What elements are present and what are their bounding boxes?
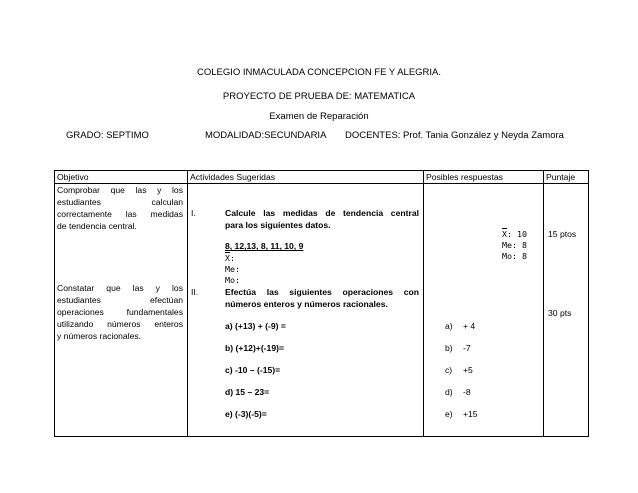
exam-table — [54, 170, 589, 437]
column-header-points: Puntaje — [544, 171, 589, 184]
objective2-line: estudiantes efectúan — [57, 295, 183, 305]
objective1-line: de tendencia central. — [57, 221, 137, 231]
modality-label: MODALIDAD:SECUNDARIA — [205, 130, 327, 141]
activity1-text: Calcule las medidas de tendencia central — [225, 208, 419, 218]
objective2-line: y números racionales. — [57, 331, 142, 341]
table-body-row — [55, 184, 589, 437]
activities-cell — [188, 184, 424, 437]
answers-cell — [424, 184, 544, 437]
answer-label: e) — [445, 409, 453, 419]
answer-mean — [502, 229, 527, 240]
column-header-objective: Objetivo — [55, 171, 188, 184]
operation-item: e) (-3)(-5)= — [225, 409, 267, 419]
answer-label: c) — [445, 365, 453, 375]
points-cell — [544, 184, 589, 437]
answer-mode: Mo: 8 — [502, 251, 527, 261]
answer-value: + 4 — [463, 321, 476, 331]
activity2-text: Efectúa las siguientes operaciones con — [225, 287, 419, 297]
answer-value: -7 — [463, 343, 471, 353]
points-item2: 30 pts — [548, 308, 572, 318]
operation-item: d) 15 – 23= — [225, 387, 270, 397]
table-header-row — [55, 171, 589, 184]
points-item1: 15 ptos — [548, 229, 577, 239]
objective2-line: Constatar que las y los — [57, 283, 183, 293]
objective2-line: operaciones fundamentales — [57, 307, 183, 317]
answer-label: b) — [445, 343, 453, 353]
activity1-mean-label — [225, 253, 235, 264]
exam-title: Examen de Reparación — [269, 111, 369, 122]
project-title: PROYECTO DE PRUEBA DE: MATEMATICA — [222, 91, 416, 102]
xbar-symbol: $\overline{X}$ — [225, 253, 230, 263]
operation-item: c) -10 – (-15)= — [225, 365, 281, 375]
operation-item: b) (+12)+(-19)= — [225, 343, 284, 353]
answer-value: +5 — [463, 365, 473, 375]
activity1-text: para los siguientes datos. — [225, 220, 331, 230]
column-header-answers: Posibles respuestas — [424, 171, 544, 184]
activity1-numeral: I. — [191, 208, 196, 218]
column-header-activities: Actividades Sugeridas — [188, 171, 424, 184]
answer-value: +15 — [463, 409, 478, 419]
activity1-median-label: Me: — [225, 264, 240, 274]
answer-value: -8 — [463, 387, 471, 397]
activity1-mode-label: Mo: — [225, 275, 240, 285]
activity1-data: 8, 12,13, 8, 11, 10, 9 — [225, 241, 304, 251]
teachers-label: DOCENTES: Prof. Tania González y Neyda Zamora — [345, 130, 564, 141]
school-title: COLEGIO INMACULADA CONCEPCION FE Y ALEGRIA. — [196, 67, 442, 78]
xbar-colon: : — [230, 253, 235, 263]
objective2-line: utilizando números enteros — [57, 319, 183, 329]
operation-item: a) (+13) + (-9) = — [225, 321, 286, 331]
objective1-line: correctamente las medidas — [57, 209, 183, 219]
answer-label: d) — [445, 387, 453, 397]
answer-mean-value: : 10 — [507, 229, 527, 239]
objective1-line: Comprobar que las y los — [57, 185, 183, 195]
xbar-symbol: $\overline{X}$ — [502, 229, 507, 239]
answer-median: Me: 8 — [502, 240, 527, 250]
answer-label: a) — [445, 321, 453, 331]
grade-label: GRADO: SEPTIMO — [66, 130, 149, 141]
objective-cell — [55, 184, 188, 437]
activity2-text: números enteros y números racionales. — [225, 299, 388, 309]
objective1-line: estudiantes calculan — [57, 197, 183, 207]
activity2-numeral: II. — [191, 287, 199, 297]
